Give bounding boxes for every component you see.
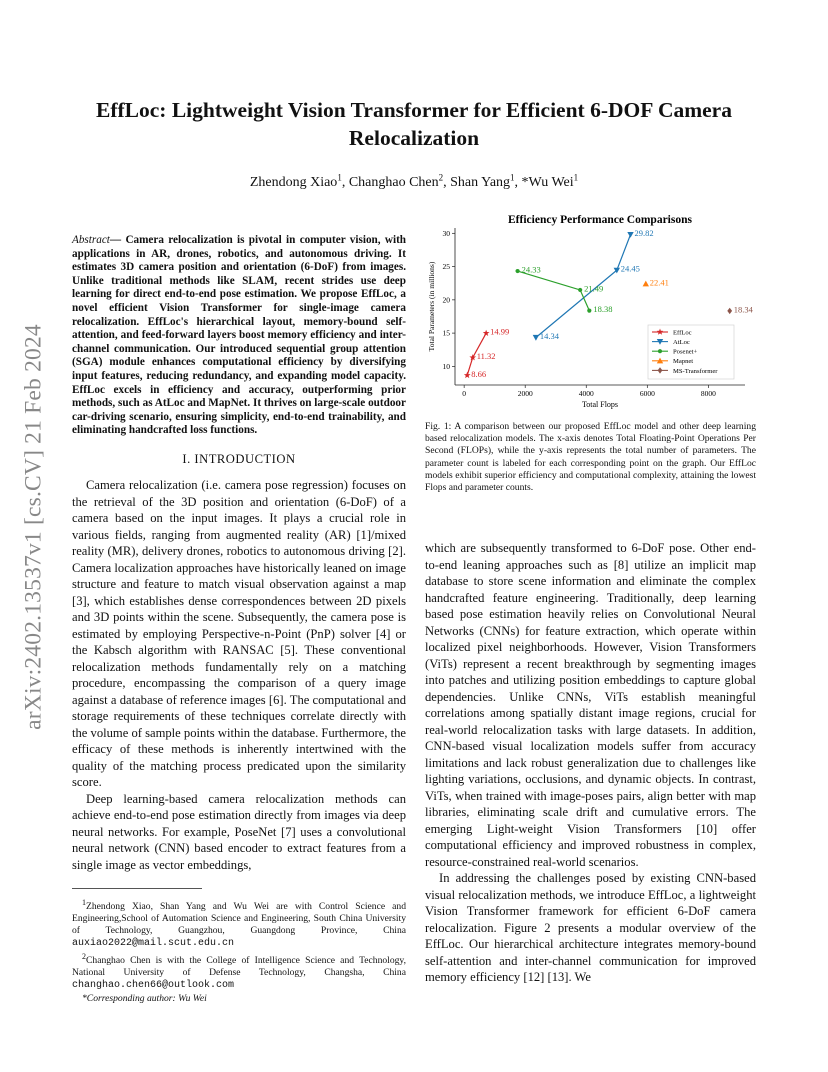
paragraph: which are subsequently transformed to 6-DoF pose. Other end-to-end leaning approaches such as [8] utilize an implicit map database to store scene information and eliminate the complex handcrafted feature engineering. Traditionally, deep learning based pose estimation heavily relies on Convolutional Neural Networks (CNNs) for feature extraction, which operate within localized pixel neighborhoods. However, Vision Transformers (ViTs) represent a recent breakthrough by segmenting images into patches and utilizing position embeddings to capture global dependencies. Unlike CNNs, ViTs establish meaningful correlations among spatially distant image regions, crucial for real-world relocalization tasks with large datasets. In addition, CNN-based visual localization models suffer from accuracy limitations and lack robust generalization due to challenges like lighting variations, occlusions, and dynamic objects. In contrast, ViTs, when trained with image-poses pairs, align better with map libraries, eliminating scale drift and cumulative errors. The emerging Light-weight Vision Transformers [10] offer computational efficiency and improved robustness in complex, resource-constrained real-world scenarios.	[425, 541, 756, 869]
paper-title: EffLoc: Lightweight Vision Transformer for Efficient 6-DOF Camera Relocalization	[96, 98, 732, 150]
footnote-2: $^2$Changhao Chen is with the College of Intelligence Science and Technology, National University of Defense Technology, Changsha, China changhao.chen66@outlook.com	[72, 952, 406, 992]
legend-label: Posenet+	[673, 348, 698, 356]
left-column-body	[72, 477, 406, 873]
right-column-body	[425, 540, 756, 986]
data-point	[533, 335, 539, 341]
figure-caption: Fig. 1: A comparison between our proposed EffLoc model and other deep learning based relocalization models. The x-axis denotes Total Floating-Point Operations Per Second (FLOPs), while the y-axis represents the total number of parameters. The parameter count is labeled for each corresponding point on the graph. Our EffLoc models exhibit superior efficiency and computational complexity, attaining the lowest Flops and parameter counts.	[425, 421, 756, 494]
chart-title: Efficiency Performance Comparisons	[508, 214, 692, 226]
data-label: 14.99	[490, 326, 510, 337]
data-label: 24.45	[620, 263, 640, 274]
data-point	[727, 308, 732, 314]
author-4: *Wu Wei$^1$	[521, 172, 579, 190]
arxiv-stamp	[14, 292, 54, 762]
data-label: 29.82	[634, 228, 654, 239]
paragraph: Camera relocalization (i.e. camera pose regression) focuses on the retrieval of the 3D position and orientation (6-DoF) of a camera based on the input images. It plays a crucial role in various fields, ranging from augmented reality (AR) [1]/mixed reality (MR), delivery drones, robotics to autonomous driving [2]. Camera localization approaches have historically leaned on image structure and feature to match visual observation against a map [3], which establishes dense correspondences between 2D pixels and 3D points within the scene. Subsequently, the camera pose is estimated by employing Perspective-n-Point (PnP) solver [4] or the Kabsch algorithm with RANSAC [5]. These conventional relocalization methods fundamentally rely on a matching procedure, encompassing the comparison of a query image against a database of reference images [6]. The computational and storage requirements of these techniques correlate directly with the volume of sample points within the database. Furthermore, the efficacy of these methods is inherently intertwined with the quality of the matching process predicated upon the similarity score.	[72, 478, 407, 789]
x-tick-label: 0	[462, 389, 467, 398]
data-point	[643, 281, 649, 287]
abstract-text: Camera relocalization is pivotal in computer vision, with applications in AR, drones, robotics, and autonomous driving. It estimates 3D camera position and orientation (6-DoF) from images. Unlike traditional methods like SLAM, recent strides use deep learning for direct end-to-end pose estimation. We propose EffLoc, a novel efficient Vision Transformer for single-image camera relocalization. EffLoc's hierarchical layout, memory-bound self-attention, and feed-forward layers boost memory efficiency and inter-channel communication. Our introduced sequential group attention (SGA) module enhances computational efficiency by diversifying input features, reducing redundancy, and expanding model capacity. EffLoc excels in efficiency and accuracy, outperforming prior methods, such as AtLoc and MapNet. It thrives on large-scale outdoor car-driving scenario, ensuring simplicity, end-to-end trainability, and eliminating handcrafted loss functions.	[72, 234, 407, 437]
data-label: 18.38	[593, 304, 613, 315]
data-point	[658, 349, 662, 353]
y-tick-label: 15	[442, 328, 450, 338]
data-label: 22.41	[649, 277, 669, 288]
footnote-separator	[72, 888, 202, 889]
y-tick-label: 20	[442, 295, 450, 305]
x-tick-label: 6000	[639, 389, 655, 398]
data-label: 21.49	[584, 283, 604, 294]
data-point	[515, 269, 519, 273]
data-label: 11.32	[476, 351, 496, 362]
data-point	[578, 288, 582, 292]
data-label: 8.66	[471, 368, 487, 379]
y-axis-label: Total Parameters (in millions)	[427, 261, 436, 352]
y-tick-label: 10	[442, 361, 450, 371]
email[interactable]: auxiao2022@mail.scut.edu.cn	[72, 938, 235, 950]
footnotes	[72, 897, 406, 1006]
corresponding-author: *Corresponding author: Wu Wei	[82, 993, 207, 1005]
author-1: Zhendong Xiao$^1$,	[249, 172, 349, 190]
x-axis-label: Total Flops	[581, 400, 619, 409]
author-3: Shan Yang$^1$,	[450, 172, 522, 190]
author-list	[60, 172, 768, 191]
legend-label: AtLoc	[673, 339, 690, 346]
x-tick-label: 8000	[700, 389, 716, 398]
abstract-label: Abstract	[72, 234, 110, 246]
data-label: 18.34	[733, 304, 753, 315]
data-label: 24.33	[521, 264, 541, 275]
data-label: 14.34	[539, 331, 560, 342]
paragraph: In addressing the challenges posed by existing CNN-based visual relocalization methods, we introduce EffLoc, a lightweight Vision Transformer framework for efficient 6-DoF camera relocalization. Figure 2 presents a modular overview of the EffLoc. Our hierarchical architecture integrates memory-bound self-attention and inter-channel communication for improved memory efficiency [12] [13]. We	[425, 871, 756, 984]
arxiv-id: arXiv:2402.13537v1 [cs.CV] 21 Feb 2024	[20, 324, 47, 730]
data-point	[587, 309, 591, 313]
data-point	[627, 232, 633, 238]
legend-label: EffLoc	[673, 329, 692, 337]
footnote-1: $^1$Zhendong Xiao, Shan Yang and Wu Wei are with Control Science and Engineering,School of Automation Science and Engineering, South China University of Technology, Guangzhou, Guangdong Province, China auxiao2022@mail.scut.edu.cn	[72, 898, 406, 950]
y-tick-label: 30	[442, 228, 450, 238]
abstract: Abstract— Camera relocalization is pivotal in computer vision, with applications in AR, drones, robotics, and autonomous driving. It estimates 3D camera position and orientation (6-DoF) from images. Unlike traditional methods like SLAM, recent strides use deep learning for direct end-to-end pose estimation. We propose EffLoc, a novel efficient Vision Transformer for single-image camera relocalization. EffLoc's hierarchical layout, memory-bound self-attention, and feed-forward layers boost memory efficiency and inter-channel communication. Our introduced sequential group attention (SGA) module enhances computational efficiency by diversifying input features, reducing redundancy, and expanding model capacity. EffLoc excels in efficiency and accuracy, outperforming prior methods, such as AtLoc and MapNet. It thrives on large-scale outdoor car-driving scenario, ensuring simplicity, end-to-end trainability, and eliminating handcrafted loss functions.	[72, 234, 407, 437]
efficiency-chart	[420, 210, 760, 415]
legend-label: Mapnet	[673, 358, 694, 366]
email[interactable]: changhao.chen66@outlook.com	[72, 980, 235, 992]
paragraph: Deep learning-based camera relocalization methods can achieve end-to-end pose estimation directly from images via deep neural networks. For example, PoseNet [7] uses a convolutional neural network (CNN) based encoder to extract features from a single image as vector embeddings,	[72, 791, 406, 872]
data-point	[464, 372, 471, 378]
section-heading: I. INTRODUCTION	[182, 452, 296, 466]
chart-svg	[420, 210, 760, 415]
x-tick-label: 4000	[578, 389, 594, 398]
legend-label: MS-Transformer	[673, 367, 718, 375]
y-tick-label: 25	[442, 262, 450, 272]
x-tick-label: 2000	[517, 389, 533, 398]
data-point	[483, 330, 490, 336]
author-2: Changhao Chen$^2$,	[348, 172, 451, 190]
